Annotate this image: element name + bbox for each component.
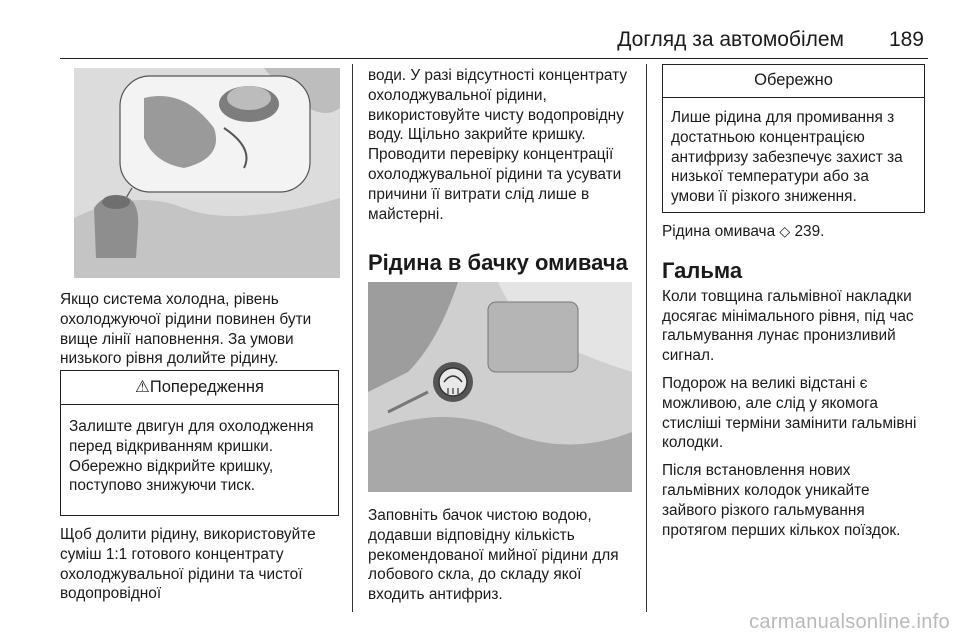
- travel-paragraph: Подорож на великі відстані є можливою, але слід у якомога стисліші терміни замінити гальмівні колодки.: [662, 374, 917, 452]
- column-2-top: [368, 66, 632, 224]
- water-paragraph: води. У разі відсутності концентрату охолоджувальної рідини, використовуйте чисту водопровідну воду. Щільно закрийте кришку. Проводити перевірку концентрації охолоджувальної рідини та усувати причини її витрати слід лише в майстерні.: [368, 67, 628, 223]
- brakes-section-title: Гальма: [662, 257, 743, 283]
- coolant-level-paragraph: Якщо система холодна, рівень охолоджуючої рідини повинен бути вище лінії наповнення. За умови низького рівня долийте рідину.: [60, 291, 312, 368]
- warning-header: [61, 371, 338, 405]
- column-1-bottom: [60, 525, 342, 604]
- new-pads-paragraph: Після встановлення нових гальмівних колодок уникайте зайвого різкого гальмування протягом перших кількох поїздок.: [662, 462, 901, 539]
- caution-text: Лише рідина для промивання з достатньою концентрацією антифризу забезпечує захист за низької температури або за умови її різкого зниження.: [671, 109, 903, 206]
- watermark: carmanualsonline.info: [749, 611, 950, 633]
- reference-text: Рідина омивача: [662, 223, 776, 240]
- page-title: Догляд за автомобілем: [617, 28, 844, 51]
- page-header: [60, 26, 928, 59]
- washer-section-title: Рідина в бачку омивача: [368, 250, 628, 275]
- column-2-bottom: [368, 506, 632, 605]
- column-divider-1: [352, 64, 353, 612]
- washer-reservoir-figure: [368, 282, 632, 492]
- warning-title: Попередження: [149, 378, 264, 396]
- washer-fluid-reference: [662, 222, 928, 242]
- column-3-text: [662, 222, 928, 540]
- column-1-text: [60, 290, 342, 369]
- topup-paragraph: Щоб долити рідину, використовуйте суміш 1:1 готового концентрату охолоджувальної рідини та чистої водопровідної: [60, 526, 316, 603]
- coolant-reservoir-figure: [74, 68, 340, 278]
- caution-box: [662, 64, 925, 213]
- brake-pad-paragraph: Коли товщина гальмівної накладки досягає мінімального рівня, під час гальмування лунає пронизливий сигнал.: [662, 287, 914, 365]
- page-number: 189: [888, 28, 924, 51]
- caution-title: Обережно: [754, 71, 833, 89]
- caution-header: [663, 65, 924, 98]
- washer-section: [368, 250, 632, 276]
- column-divider-2: [646, 64, 647, 612]
- washer-fill-paragraph: Заповніть бачок чистою водою, додавши відповідну кількість рекомендованої мийної рідини для лобового скла, до складу якої входить антифриз.: [368, 507, 619, 604]
- warning-text: Залиште двигун для охолодження перед відкриванням кришки. Обережно відкрийте кришку, поступово знижуючи тиск.: [69, 418, 314, 495]
- warning-icon: ⚠: [135, 378, 150, 396]
- warning-box: [60, 370, 339, 516]
- reference-arrow-icon: ◇: [779, 223, 791, 239]
- reference-page: 239.: [794, 223, 825, 240]
